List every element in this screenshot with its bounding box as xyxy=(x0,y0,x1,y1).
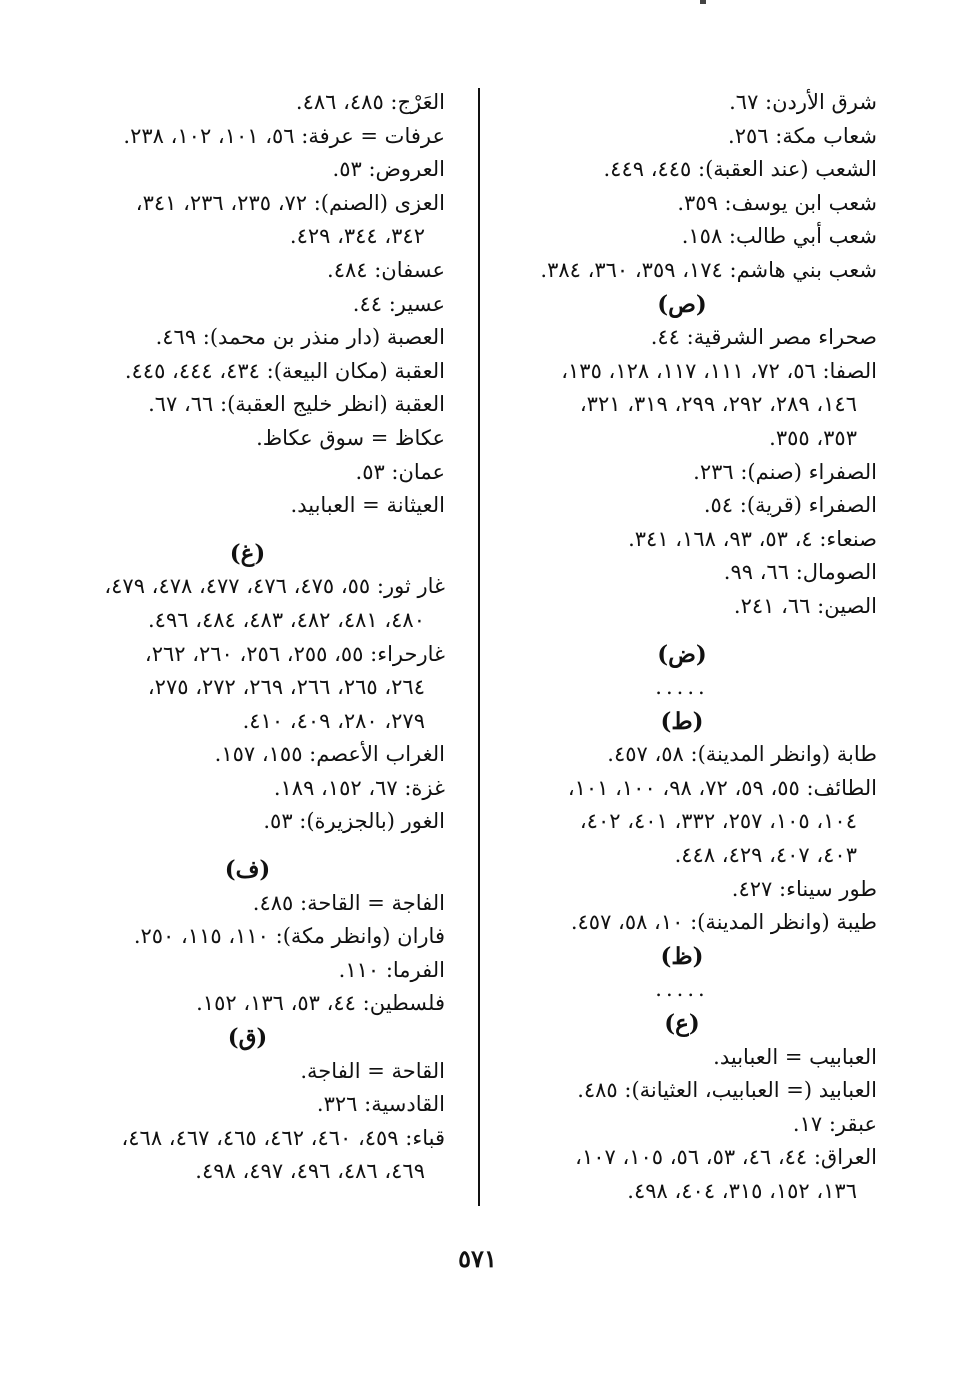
index-entry-continuation: ٢٧٩، ٢٨٠، ٤٠٩، ٤١٠. xyxy=(242,708,425,733)
index-entry: صحراء مصر الشرقية: ٤٤. xyxy=(650,325,877,350)
index-entry: عسفان: ٤٨٤. xyxy=(327,257,445,282)
index-entry: فاران (وانظر مكة): ١١٠، ١١٥، ٢٥٠. xyxy=(133,924,445,949)
index-entry: طور سيناء: ٤٢٧. xyxy=(731,876,877,901)
index-entry: شعب ابن يوسف: ٣٥٩. xyxy=(677,190,877,215)
index-entry: طابة (وانظر المدينة): ٥٨، ٤٥٧. xyxy=(607,742,877,767)
index-entry-continuation: ١٠٤، ١٠٥، ٢٥٧، ٣٣٢، ٤٠١، ٤٠٢، xyxy=(579,809,857,834)
letter-heading: (ظ) xyxy=(660,942,704,970)
index-entry: الصفراء (قرية): ٥٤. xyxy=(703,493,877,518)
index-entry: الصومال: ٦٦، ٩٩. xyxy=(723,560,877,585)
index-entry-continuation: ٤٠٣، ٤٠٧، ٤٢٩، ٤٤٨. xyxy=(674,843,857,868)
column-divider xyxy=(478,88,480,1206)
index-entry: الفرما: ١١٠. xyxy=(338,957,445,982)
index-entry-continuation: ١٤٦، ٢٨٩، ٢٩٢، ٢٩٩، ٣١٩، ٣٢١، xyxy=(579,392,857,417)
index-entry: العروض: ٥٣. xyxy=(332,157,445,182)
index-entry: العصبة (دار منذر بن محمد): ٤٦٩. xyxy=(155,325,445,350)
spacer xyxy=(487,624,877,638)
index-entry: عرفات = عرفة: ٥٦، ١٠١، ١٠٢، ٢٣٨. xyxy=(123,123,445,148)
scan-mark xyxy=(700,0,706,4)
index-entry: شعب بني هاشم: ١٧٤، ٣٥٩، ٣٦٠، ٣٨٤. xyxy=(540,257,877,282)
index-entry: الصين: ٦٦، ٢٤١. xyxy=(733,593,877,618)
index-entry: القاحة = الفاجة. xyxy=(300,1058,445,1083)
index-entry: القادسية: ٣٢٦. xyxy=(316,1092,445,1117)
index-entry: الغراب الأعصم: ١٥٥، ١٥٧. xyxy=(214,742,445,767)
index-entry: العزى (الصنم): ٧٢، ٢٣٥، ٢٣٦، ٣٤١، xyxy=(135,190,445,215)
index-entry-continuation: ٣٥٣، ٣٥٥. xyxy=(769,425,857,450)
letter-heading: (ط) xyxy=(660,707,704,735)
index-entry-continuation: ٣٤٢، ٣٤٤، ٤٢٩. xyxy=(289,224,425,249)
right-column xyxy=(487,86,877,1209)
letter-heading: (غ) xyxy=(229,539,266,567)
index-entry: الصفراء (صنم): ٢٣٦. xyxy=(693,459,877,484)
index-entry: عمان: ٥٣. xyxy=(355,459,445,484)
ellipsis-placeholder: ..... xyxy=(655,977,709,1002)
index-entry: الطائف: ٥٥، ٥٩، ٧٢، ٩٨، ١٠٠، ١٠١، xyxy=(567,775,877,800)
index-entry: العَرْج: ٤٨٥، ٤٨٦. xyxy=(295,90,445,114)
index-entry: عسير: ٤٤. xyxy=(352,291,445,316)
page-number: ٥٧١ xyxy=(458,1244,497,1273)
index-entry: غارحراء: ٥٥، ٢٥٥، ٢٥٦، ٢٦٠، ٢٦٢، xyxy=(144,641,445,666)
index-entry: عبقر: ١٧. xyxy=(792,1111,877,1136)
index-entry-continuation: ٤٦٩، ٤٨٦، ٤٩٦، ٤٩٧، ٤٩٨. xyxy=(195,1159,425,1184)
ellipsis-placeholder: ..... xyxy=(655,675,709,700)
index-entry: العقبة (انظر خليج العقبة): ٦٦، ٦٧. xyxy=(148,392,445,417)
index-entry-continuation: ١٣٦، ١٥٢، ٣١٥، ٤٠٤، ٤٩٨. xyxy=(627,1179,857,1203)
index-entry: شعب أبي طالب: ١٥٨. xyxy=(681,224,877,249)
index-entry: شرق الأردن: ٦٧. xyxy=(729,90,877,114)
index-entry: الشعب (عند العقبة): ٤٤٥، ٤٤٩. xyxy=(603,157,877,182)
letter-heading: (ع) xyxy=(664,1010,700,1038)
index-entry-continuation: ٢٦٤، ٢٦٥، ٢٦٦، ٢٦٩، ٢٧٢، ٢٧٥، xyxy=(147,675,425,700)
index-entry: العبابيد (= العبابيب، العثيانة): ٤٨٥. xyxy=(577,1078,877,1103)
letter-heading: (ص) xyxy=(657,290,707,318)
index-entry: العبابيب = العبابيد. xyxy=(713,1044,877,1069)
spacer xyxy=(50,523,445,537)
index-entry-continuation: ٤٨٠، ٤٨١، ٤٨٢، ٤٨٣، ٤٨٤، ٤٩٦. xyxy=(147,607,425,632)
left-column xyxy=(50,86,445,1189)
letter-heading: (ف) xyxy=(224,856,271,884)
index-entry: طيبة (وانظر المدينة): ١٠، ٥٨، ٤٥٧. xyxy=(570,910,877,935)
index-entry: الفاجة = القاحة: ٤٨٥. xyxy=(252,890,445,915)
index-entry: العقبة (مكان البيعة): ٤٣٤، ٤٤٤، ٤٤٥. xyxy=(124,358,445,383)
index-entry: شعاب مكة: ٢٥٦. xyxy=(728,123,877,148)
index-entry: العيثانة = العبابيد. xyxy=(290,493,445,518)
index-entry: غزة: ٦٧، ١٥٢، ١٨٩. xyxy=(273,775,445,800)
letter-heading: (ق) xyxy=(227,1024,268,1052)
index-entry: الصفا: ٥٦، ٧٢، ١١١، ١١٧، ١٢٨، ١٣٥، xyxy=(561,358,877,383)
index-entry: غار ثور: ٥٥، ٤٧٥، ٤٧٦، ٤٧٧، ٤٧٨، ٤٧٩، xyxy=(104,574,445,599)
index-entry: صنعاء: ٤، ٥٣، ٩٣، ١٦٨، ٣٤١. xyxy=(628,526,877,551)
index-entry: العراق: ٤٤، ٤٦، ٥٣، ٥٦، ١٠٥، ١٠٧، xyxy=(575,1145,877,1170)
letter-heading: (ض) xyxy=(657,640,707,668)
index-entry: فلسطين: ٤٤، ٥٣، ١٣٦، ١٥٢. xyxy=(196,991,445,1016)
index-entry: قباء: ٤٥٩، ٤٦٠، ٤٦٢، ٤٦٥، ٤٦٧، ٤٦٨، xyxy=(121,1125,445,1150)
index-entry: الغور (بالجزيرة): ٥٣. xyxy=(263,809,445,834)
spacer xyxy=(50,839,445,853)
index-entry: عكاظ = سوق عكاظ. xyxy=(256,425,445,450)
